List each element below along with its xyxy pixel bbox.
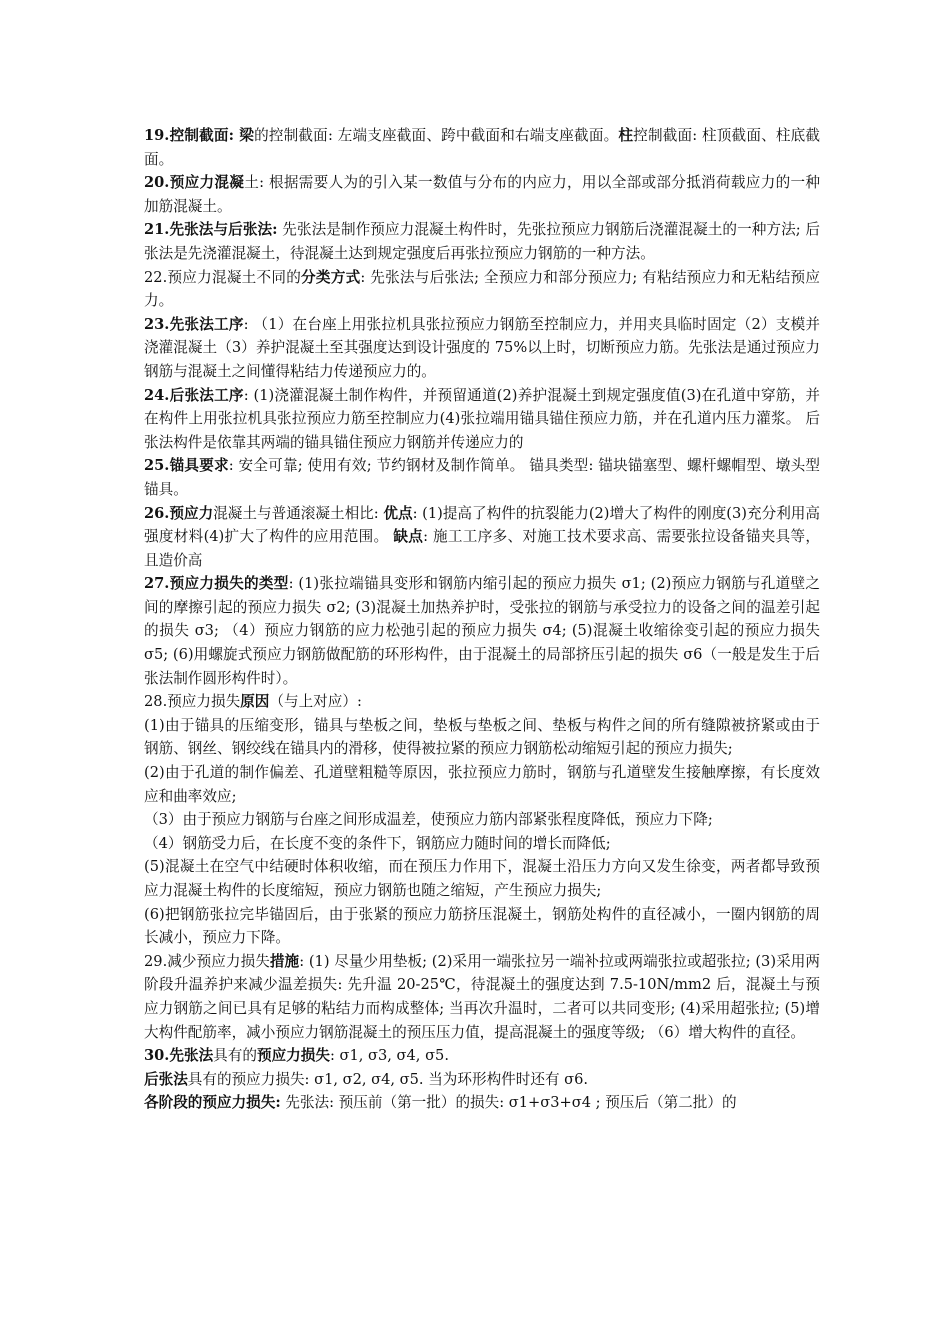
- text-run: 先张法: 预压前（第一批）的损失: σ1+σ3+σ4 ; 预压后（第二批）的: [280, 1094, 737, 1112]
- bold-text-run: 23.先张法工序: [144, 315, 244, 333]
- paragraph: [144, 950, 820, 1044]
- text-run: 混凝土与普通滚凝土相比:: [213, 504, 384, 522]
- text-run: : 先张法与后张法; 全预应力和部分预应力; 有粘结预应力和无粘结预应力。: [144, 268, 820, 310]
- bold-text-run: 原因: [240, 693, 270, 711]
- paragraph: [144, 903, 820, 950]
- text-run: : 安全可靠; 使用有效; 节约钢材及制作简单。 锚具类型: 锚块锚塞型、螺杆螺帽型、墩头型锚具。: [144, 457, 821, 498]
- text-run: : 施工工序多、对施工技术要求高、需要张拉设备锚夹具等，且造价高: [144, 528, 820, 569]
- paragraph: [144, 266, 820, 313]
- paragraph: [144, 1044, 820, 1068]
- paragraph: [144, 313, 820, 384]
- bold-text-run: 各阶段的预应力损失:: [144, 1094, 281, 1112]
- bold-text-run: 预应力损失: [256, 1047, 330, 1065]
- paragraph: [144, 690, 820, 714]
- paragraph: [144, 832, 820, 856]
- document-body: [144, 124, 820, 1115]
- paragraph: [144, 124, 820, 171]
- text-run: : (1)浇灌混凝土制作构件，并预留通道(2)养护混凝土到规定强度值(3)在孔道中穿筋，并在构件上用张拉机具张拉预应力筋至控制应力(4)张拉端用锚具锚住预应力筋，并在孔道内压力灌浆。 后张法构件是依靠其两端的锚具锚住预应力钢筋并传递应力的: [144, 386, 821, 451]
- paragraph: [144, 502, 820, 573]
- text-run: 29.减少预应力损失: [144, 952, 270, 970]
- text-run: （与上对应）:: [269, 693, 362, 711]
- text-run: (1)由于锚具的压缩变形，锚具与垫板之间，垫板与垫板之间、垫板与构件之间的所有缝隙被挤紧或由于钢筋、钢丝、钢绞线在锚具内的滑移，使得被拉紧的预应力钢筋松动缩短引起的预应力损失;: [144, 716, 820, 758]
- bold-text-run: 24.后张法工序: [144, 386, 244, 404]
- paragraph: [144, 384, 820, 455]
- paragraph: [144, 454, 820, 501]
- text-run: 的控制截面: 左端支座截面、跨中截面和右端支座截面。: [254, 127, 619, 144]
- text-run: : σ1, σ3, σ4, σ5.: [329, 1047, 449, 1065]
- bold-text-run: 26.预应力: [144, 504, 214, 522]
- paragraph: [144, 572, 820, 690]
- text-run: : （1）在台座上用张拉机具张拉预应力钢筋至控制应力，并用夹具临时固定（2）支模并浇灌混凝土（3）养护混凝土至其强度达到设计强度的 75%以上时，切断预应力筋。先张法是通过预应力钢筋与混凝土之间懂得粘结力传递预应力的。: [144, 315, 820, 380]
- text-run: : (1)提高了构件的抗裂能力(2)增大了构件的刚度(3)充分利用高强度材料(4)扩大了构件的应用范围。: [144, 504, 820, 546]
- text-run: 土: 根据需要人为的引入某一数值与分布的内应力，用以全部或部分抵消荷载应力的一种加筋混凝土。: [144, 174, 820, 215]
- text-run: （4）钢筋受力后，在长度不变的条件下，钢筋应力随时间的增长而降低;: [144, 834, 611, 852]
- text-run: 22.预应力混凝土不同的: [144, 268, 302, 286]
- text-run: 控制截面: 柱顶截面、柱底截面。: [144, 127, 821, 168]
- bold-text-run: 柱: [618, 127, 634, 144]
- bold-text-run: 30.先张法: [144, 1047, 214, 1065]
- paragraph: [144, 1068, 820, 1092]
- paragraph: [144, 1091, 820, 1115]
- text-run: 具有的预应力损失: σ1, σ2, σ4, σ5. 当为环形构件时还有 σ6.: [187, 1070, 589, 1088]
- text-run: 28.预应力损失: [144, 693, 241, 711]
- text-run: (2)由于孔道的制作偏差、孔道壁粗糙等原因，张拉预应力筋时，钢筋与孔道壁发生接触摩擦，有长度效应和曲率效应;: [144, 764, 820, 805]
- bold-text-run: 20.预应力混凝: [144, 174, 245, 192]
- bold-text-run: 21.先张法与后张法:: [144, 221, 278, 239]
- paragraph: [144, 855, 820, 902]
- paragraph: [144, 808, 820, 832]
- paragraph: [144, 171, 820, 218]
- text-run: 具有的: [213, 1047, 257, 1065]
- bold-text-run: 缺点: [393, 528, 424, 546]
- bold-text-run: 25.锚具要求: [144, 457, 229, 475]
- bold-text-run: 优点: [383, 504, 413, 522]
- paragraph: [144, 761, 820, 808]
- text-run: : (1) 尽量少用垫板; (2)采用一端张拉另一端补拉或两端张拉或超张拉; (3)采用两阶段升温养护来减少温差损失: 先升温 20-25℃，待混凝土的强度达到 7.5-10N/mm2 后，混凝土与预应力钢筋之间已具有足够的粘结力而构成整体; 当再次升温时，二者可以共同变形; (4)采用超张拉; (5)增大构件配筋率，减小预应力钢筋混凝土的预压压力值，提高混凝土的强度等级; （6）增大构件的直径。: [144, 952, 820, 1041]
- bold-text-run: 分类方式: [301, 268, 361, 286]
- text-run: (6)把钢筋张拉完毕锚固后，由于张紧的预应力筋挤压混凝土，钢筋处构件的直径减小，一圈内钢筋的周长减小，预应力下降。: [144, 905, 820, 947]
- paragraph: [144, 714, 820, 761]
- bold-text-run: 27.预应力损失的类型: [144, 575, 289, 593]
- bold-text-run: 19.控制截面: 梁: [144, 127, 255, 144]
- bold-text-run: 后张法: [144, 1070, 188, 1088]
- paragraph: [144, 218, 820, 265]
- bold-text-run: 措施: [269, 952, 300, 970]
- text-run: (5)混凝土在空气中结硬时体积收缩，而在预压力作用下，混凝土沿压力方向又发生徐变，两者都导致预应力混凝土构件的长度缩短，预应力钢筋也随之缩短，产生预应力损失;: [144, 858, 820, 899]
- text-run: 先张法是制作预应力混凝土构件时，先张拉预应力钢筋后浇灌混凝土的一种方法; 后张法是先浇灌混凝土，待混凝土达到规定强度后再张拉预应力钢筋的一种方法。: [144, 221, 821, 262]
- text-run: （3）由于预应力钢筋与台座之间形成温差，使预应力筋内部紧张程度降低，预应力下降;: [144, 811, 713, 829]
- text-run: : (1)张拉端锚具变形和钢筋内缩引起的预应力损失 σ1; (2)预应力钢筋与孔道壁之间的摩擦引起的预应力损失 σ2; (3)混凝土加热养护时，受张拉的钢筋与承受拉力的设备之间的温差引起的损失 σ3; （4）预应力钢筋的应力松弛引起的预应力损失 σ4; (5)混凝土收缩徐变引起的预应力损失 σ5; (6)用螺旋式预应力钢筋做配筋的环形构件，由于混凝土的局部挤压引起的损失 σ6（一般是发生于后张法制作圆形构件时）。: [144, 575, 820, 687]
